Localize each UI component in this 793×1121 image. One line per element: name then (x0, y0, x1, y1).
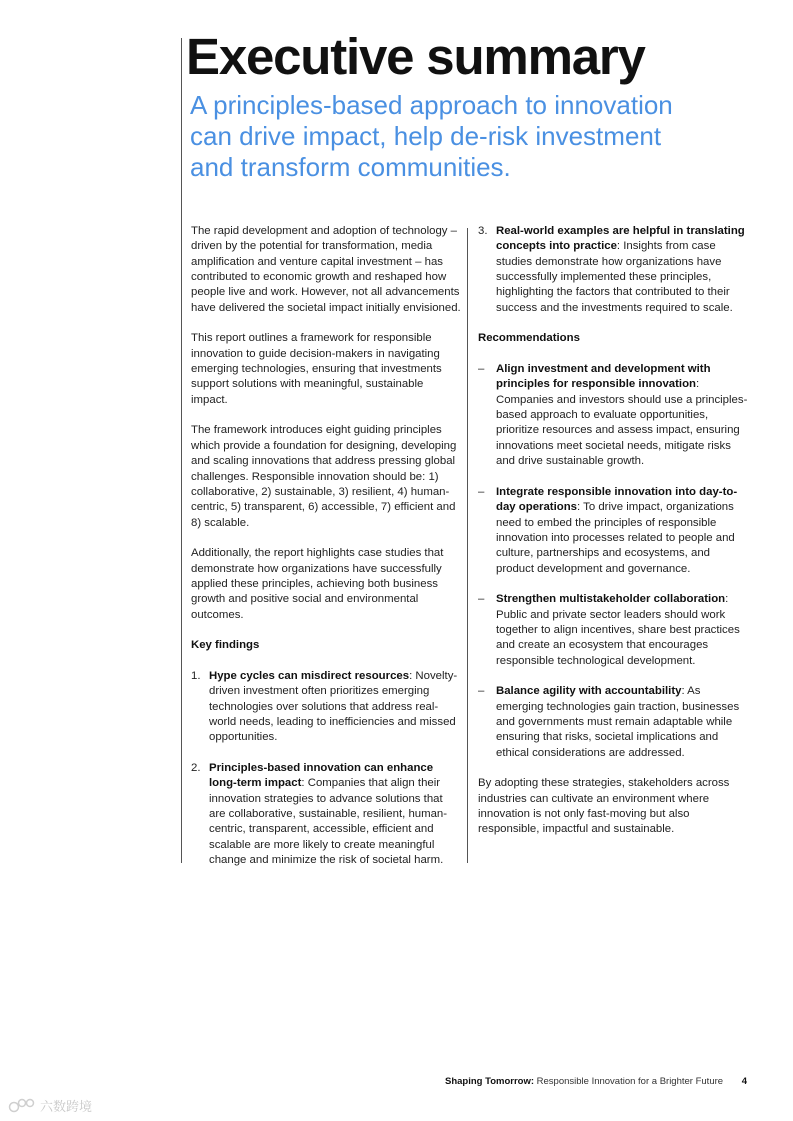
list-marker: 3. (478, 225, 488, 237)
finding-item (191, 761, 461, 868)
recommendation-item (478, 485, 750, 577)
recommendation-text: : Public and private sector leaders should work together to align incentives, share best practices and create an ecosystem that encourages responsible technological development. (496, 593, 740, 667)
finding-item (191, 669, 461, 746)
list-marker: – (478, 593, 485, 606)
recommendation-text: : As emerging technologies gain traction, businesses and governments must remain adaptable while ensuring that risks, societal implications and ethical considerations are addressed. (496, 685, 740, 759)
page-number: 4 (741, 1076, 747, 1087)
list-marker: – (478, 485, 485, 498)
left-column (191, 224, 461, 884)
page-title: Executive summary (186, 28, 645, 85)
finding-title: Hype cycles can misdirect resources (209, 669, 410, 682)
recommendation-item (478, 684, 750, 761)
page-footer (445, 1076, 747, 1087)
recommendation-title: Integrate responsible innovation into day-to-day operations (496, 485, 738, 514)
finding-text: : Companies that align their innovation strategies to advance solutions that are collaborative, sustainable, resilient, human-centric, transparent, accessible, efficient and scalable are more likely to create meaningful change and minimize the risk of societal harm. (209, 777, 448, 867)
list-marker: 1. (191, 669, 201, 682)
left-rule (181, 38, 182, 863)
intro-paragraph: This report outlines a framework for responsible innovation to guide decision-makers in navigating emerging technologies, ensuring that investments support solutions with meaningful, sustainable impact. (191, 332, 442, 406)
recommendation-item (478, 362, 750, 469)
right-column (478, 224, 750, 838)
watermark-text: 六数跨境 (40, 1099, 93, 1114)
closing-paragraph: By adopting these strategies, stakeholders across industries can cultivate an environment where innovation is not only fast-moving but also responsible, impactful and sustainable. (478, 777, 730, 836)
finding-text: : Insights from case studies demonstrate how organizations have successfully implemented these principles, highlighting the factors that contributed to their success and the investments required to scale. (496, 240, 733, 314)
finding-text: : Novelty-driven investment often prioritizes emerging technologies over solutions that address real-world needs, leading to inefficiencies and missed opportunities. (209, 669, 458, 744)
recommendation-title: Balance agility with accountability (496, 685, 682, 698)
footer-report-subtitle: Responsible Innovation for a Brighter Future (536, 1076, 724, 1087)
intro-paragraph: Additionally, the report highlights case studies that demonstrate how organizations have successfully applied these principles, achieving both business growth and positive social and environmental outcomes. (191, 547, 444, 621)
page-subtitle: A principles-based approach to innovation can drive impact, help de-risk investment and transform communities. (190, 90, 673, 182)
list-marker: – (478, 685, 485, 698)
recommendation-title: Strengthen multistakeholder collaboration (496, 593, 726, 606)
key-findings-heading: Key findings (191, 639, 260, 652)
intro-paragraph: The framework introduces eight guiding principles which provide a foundation for designing, developing and scaling innovations that address pressing global challenges. Responsible innovation should be: 1) collaborative, 2) sustainable, 3) resilient, 4) human-centric, 5) transparent, 6) accessible, 7) efficient and 8) scalable. (191, 424, 457, 529)
recommendation-text: : To drive impact, organizations need to embed the principles of responsible innovation into processes related to people and culture, partnerships and ecosystems, and product development and governance. (496, 501, 735, 575)
finding-title: Real-world examples are helpful in translating concepts into practice (496, 225, 745, 253)
finding-item (478, 224, 750, 316)
finding-title: Principles-based innovation can enhance long-term impact (209, 762, 434, 790)
footer-report-title: Shaping Tomorrow: (444, 1076, 534, 1087)
watermark-logo-icon (8, 1098, 36, 1114)
recommendations-heading: Recommendations (478, 332, 580, 345)
recommendation-text: : Companies and investors should use a principles-based approach to evaluate opportunities, prioritize resources and assess impact, ensuring innovations meet societal needs, mitigate risks and drive sustainable growth. (496, 378, 748, 468)
list-marker: 2. (191, 762, 201, 775)
recommendation-item (478, 592, 750, 669)
recommendation-title: Align investment and development with principles for responsible innovation (496, 363, 711, 391)
watermark (8, 1096, 92, 1115)
list-marker: – (478, 363, 485, 376)
intro-paragraph: The rapid development and adoption of technology – driven by the potential for transformation, media amplification and venture capital investment – has contributed to economic growth and reshaped how people live and work. However, not all advancements have delivered the societal impact initially envisioned. (191, 225, 461, 314)
column-rule (467, 228, 468, 863)
